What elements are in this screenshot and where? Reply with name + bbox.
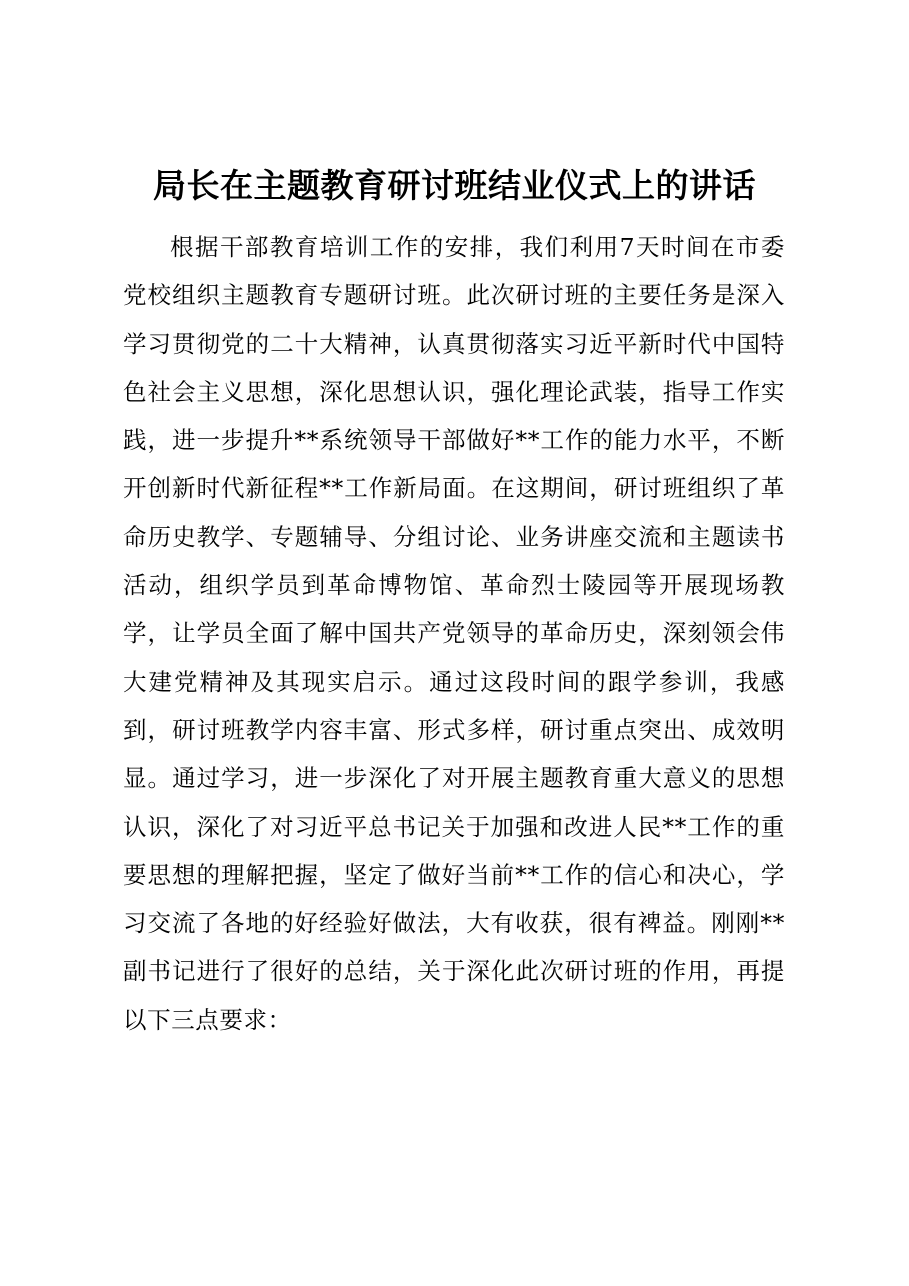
- document-title: 局长在主题教育研讨班结业仪式上的讲话: [153, 166, 756, 205]
- body-paragraph: 根据干部教育培训工作的安排，我们利用7天时间在市委党校组织主题教育专题研讨班。此次研讨班的主要任务是深入学习贯彻党的二十大精神，认真贯彻落实习近平新时代中国特色社会主义思想，深化思想认识，强化理论武装，指导工作实践，进一步提升**系统领导干部做好**工作的能力水平，不断开创新时代新征程**工作新局面。在这期间，研讨班组织了革命历史教学、专题辅导、分组讨论、业务讲座交流和主题读书活动，组织学员到革命博物馆、革命烈士陵园等开展现场教学，让学员全面了解中国共产党领导的革命历史，深刻领会伟大建党精神及其现实启示。通过这段时间的跟学参训，我感到，研讨班教学内容丰富、形式多样，研讨重点突出、成效明显。通过学习，进一步深化了对开展主题教育重大意义的思想认识，深化了对习近平总书记关于加强和改进人民**工作的重要思想的理解把握，坚定了做好当前**工作的信心和决心，学习交流了各地的好经验好做法，大有收获，很有裨益。刚刚**副书记进行了很好的总结，关于深化此次研讨班的作用，再提以下三点要求：: [123, 233, 785, 1034]
